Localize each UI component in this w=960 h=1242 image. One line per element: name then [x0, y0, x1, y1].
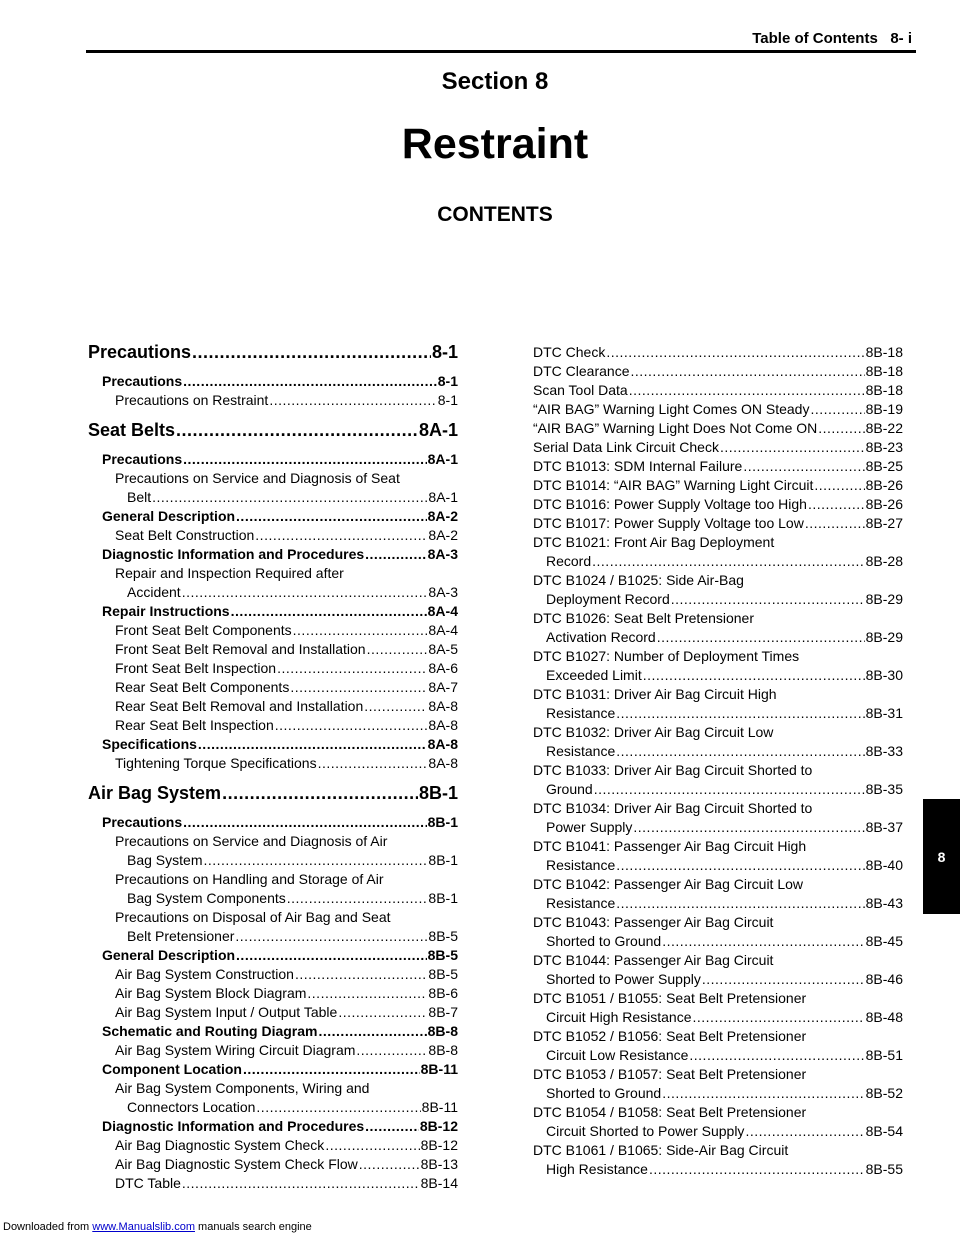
- toc-entry[interactable]: Bag System ..... 8B-1: [88, 851, 458, 870]
- toc-entry[interactable]: Resistance ..... 8B-43: [533, 894, 903, 913]
- toc-entry-line: DTC B1032: Driver Air Bag Circuit Low: [533, 724, 774, 740]
- toc-entry-line: DTC B1051 / B1055: Seat Belt Pretensioner: [533, 990, 807, 1006]
- toc-entry[interactable]: Air Bag System Wiring Circuit Diagram ..... 8B-8: [88, 1041, 458, 1060]
- toc-entry[interactable]: Bag System Components ..... 8B-1: [88, 889, 458, 908]
- toc-entry-line: DTC B1053 / B1057: Seat Belt Pretensioner: [533, 1066, 807, 1082]
- toc-entry[interactable]: Rear Seat Belt Components ..... 8A-7: [88, 678, 458, 697]
- header-rule: [86, 50, 916, 53]
- section-tab: 8: [923, 799, 960, 914]
- toc-entry[interactable]: Front Seat Belt Removal and Installation ..... 8A-5: [88, 640, 458, 659]
- toc-entry[interactable]: Deployment Record ..... 8B-29: [533, 590, 903, 609]
- toc-entry[interactable]: Belt Pretensioner ..... 8B-5: [88, 927, 458, 946]
- toc-entry[interactable]: Rear Seat Belt Inspection ..... 8A-8: [88, 716, 458, 735]
- toc-entry[interactable]: Power Supply ..... 8B-37: [533, 818, 903, 837]
- toc-entry-chapter[interactable]: Precautions ..... 8-1: [88, 340, 458, 364]
- toc-entry-line: DTC B1054 / B1058: Seat Belt Pretensioner: [533, 1104, 807, 1120]
- toc-entry[interactable]: Belt ..... 8A-1: [88, 488, 458, 507]
- toc-entry[interactable]: Resistance ..... 8B-33: [533, 742, 903, 761]
- toc-entry-heading[interactable]: Repair Instructions ..... 8A-4: [88, 602, 458, 621]
- toc-entry[interactable]: Rear Seat Belt Removal and Installation ..... 8A-8: [88, 697, 458, 716]
- toc-entry-heading[interactable]: General Description ..... 8A-2: [88, 507, 458, 526]
- toc-entry[interactable]: DTC B1013: SDM Internal Failure ..... 8B-25: [533, 457, 903, 476]
- toc-entry-line: DTC B1041: Passenger Air Bag Circuit High: [533, 838, 807, 854]
- toc-entry-chapter[interactable]: Seat Belts ..... 8A-1: [88, 418, 458, 442]
- toc-entry-line: Precautions on Disposal of Air Bag and Seat: [115, 909, 391, 925]
- toc-entry[interactable]: Seat Belt Construction ..... 8A-2: [88, 526, 458, 545]
- toc-entry-heading[interactable]: Precautions ..... 8A-1: [88, 450, 458, 469]
- toc-entry[interactable]: Circuit Shorted to Power Supply ..... 8B-54: [533, 1122, 903, 1141]
- toc-entry[interactable]: Exceeded Limit ..... 8B-30: [533, 666, 903, 685]
- toc-entry[interactable]: DTC B1017: Power Supply Voltage too Low ..... 8B-27: [533, 514, 903, 533]
- toc-entry[interactable]: DTC B1014: “AIR BAG” Warning Light Circuit ..... 8B-26: [533, 476, 903, 495]
- toc-right-column: [533, 343, 903, 1179]
- toc-entry[interactable]: Air Bag Diagnostic System Check ..... 8B-12: [88, 1136, 458, 1155]
- running-header: [752, 30, 912, 47]
- toc-entry-line: DTC B1044: Passenger Air Bag Circuit: [533, 952, 774, 968]
- footer-link[interactable]: www.Manualslib.com: [92, 1221, 195, 1233]
- footer-suffix: manuals search engine: [194, 1221, 312, 1233]
- toc-entry[interactable]: Shorted to Power Supply ..... 8B-46: [533, 970, 903, 989]
- toc-entry[interactable]: Front Seat Belt Components ..... 8A-4: [88, 621, 458, 640]
- toc-entry[interactable]: Front Seat Belt Inspection ..... 8A-6: [88, 659, 458, 678]
- toc-entry-line: DTC B1026: Seat Belt Pretensioner: [533, 610, 755, 626]
- toc-entry[interactable]: Air Bag Diagnostic System Check Flow ..... 8B-13: [88, 1155, 458, 1174]
- toc-entry-heading[interactable]: Precautions ..... 8-1: [88, 372, 458, 391]
- toc-entry[interactable]: Accident ..... 8A-3: [88, 583, 458, 602]
- toc-entry-line: DTC B1052 / B1056: Seat Belt Pretensioner: [533, 1028, 807, 1044]
- toc-entry-heading[interactable]: Specifications ..... 8A-8: [88, 735, 458, 754]
- toc-entry[interactable]: Circuit High Resistance ..... 8B-48: [533, 1008, 903, 1027]
- toc-entry[interactable]: DTC B1016: Power Supply Voltage too High ..... 8B-26: [533, 495, 903, 514]
- toc-entry-line: DTC B1061 / B1065: Side-Air Bag Circuit: [533, 1142, 789, 1158]
- toc-entry[interactable]: Resistance ..... 8B-40: [533, 856, 903, 875]
- toc-entry-line: DTC B1021: Front Air Bag Deployment: [533, 534, 775, 550]
- toc-entry-line: Precautions on Service and Diagnosis of Air: [115, 833, 388, 849]
- toc-entry[interactable]: Circuit Low Resistance ..... 8B-51: [533, 1046, 903, 1065]
- toc-entry[interactable]: Shorted to Ground ..... 8B-45: [533, 932, 903, 951]
- toc-entry[interactable]: Tightening Torque Specifications ..... 8A-8: [88, 754, 458, 773]
- section-label: Section 8: [441, 68, 549, 95]
- toc-entry-heading[interactable]: Precautions ..... 8B-1: [88, 813, 458, 832]
- toc-entry-line: DTC B1033: Driver Air Bag Circuit Shorted to: [533, 762, 813, 778]
- toc-entry[interactable]: Air Bag System Construction ..... 8B-5: [88, 965, 458, 984]
- toc-entry-heading[interactable]: Diagnostic Information and Procedures ..... 8A-3: [88, 545, 458, 564]
- toc-entry-line: Precautions on Service and Diagnosis of Seat: [115, 470, 400, 486]
- toc-entry-line: Precautions on Handling and Storage of Air: [115, 871, 384, 887]
- toc-entry-heading[interactable]: General Description ..... 8B-5: [88, 946, 458, 965]
- toc-entry[interactable]: Record ..... 8B-28: [533, 552, 903, 571]
- running-title: Table of Contents: [752, 30, 878, 47]
- toc-entry-heading[interactable]: Diagnostic Information and Procedures ..... 8B-12: [88, 1117, 458, 1136]
- toc-entry[interactable]: DTC Clearance ..... 8B-18: [533, 362, 903, 381]
- toc-entry-line: Air Bag System Components, Wiring and: [115, 1080, 370, 1096]
- toc-entry-line: DTC B1031: Driver Air Bag Circuit High: [533, 686, 777, 702]
- toc-entry-line: DTC B1042: Passenger Air Bag Circuit Low: [533, 876, 804, 892]
- toc-entry[interactable]: Scan Tool Data ..... 8B-18: [533, 381, 903, 400]
- toc-entry[interactable]: Resistance ..... 8B-31: [533, 704, 903, 723]
- toc-entry[interactable]: Air Bag System Input / Output Table ..... 8B-7: [88, 1003, 458, 1022]
- toc-left-column: [88, 340, 458, 1193]
- toc-entry[interactable]: Serial Data Link Circuit Check ..... 8B-23: [533, 438, 903, 457]
- toc-entry[interactable]: Ground ..... 8B-35: [533, 780, 903, 799]
- toc-entry[interactable]: “AIR BAG” Warning Light Comes ON Steady ..... 8B-19: [533, 400, 903, 419]
- toc-entry[interactable]: DTC Table ..... 8B-14: [88, 1174, 458, 1193]
- page-number: 8- i: [890, 30, 912, 47]
- toc-entry[interactable]: High Resistance ..... 8B-55: [533, 1160, 903, 1179]
- toc-entry[interactable]: Activation Record ..... 8B-29: [533, 628, 903, 647]
- toc-entry-line: DTC B1027: Number of Deployment Times: [533, 648, 800, 664]
- toc-entry[interactable]: Connectors Location ..... 8B-11: [88, 1098, 458, 1117]
- toc-entry-line: Repair and Inspection Required after: [115, 565, 344, 581]
- toc-entry[interactable]: Air Bag System Block Diagram ..... 8B-6: [88, 984, 458, 1003]
- toc-entry-line: DTC B1024 / B1025: Side Air-Bag: [533, 572, 744, 588]
- toc-entry-heading[interactable]: Component Location ..... 8B-11: [88, 1060, 458, 1079]
- contents-label: CONTENTS: [437, 203, 553, 226]
- toc-entry-line: DTC B1043: Passenger Air Bag Circuit: [533, 914, 774, 930]
- toc-entry[interactable]: Shorted to Ground ..... 8B-52: [533, 1084, 903, 1103]
- toc-entry-heading[interactable]: Schematic and Routing Diagram ..... 8B-8: [88, 1022, 458, 1041]
- page-title: Restraint: [401, 120, 589, 168]
- footer-prefix: Downloaded from: [3, 1221, 93, 1233]
- toc-entry-line: DTC B1034: Driver Air Bag Circuit Shorted to: [533, 800, 813, 816]
- toc-entry-chapter[interactable]: Air Bag System ..... 8B-1: [88, 781, 458, 805]
- toc-entry[interactable]: DTC Check ..... 8B-18: [533, 343, 903, 362]
- toc-entry[interactable]: “AIR BAG” Warning Light Does Not Come ON ..... 8B-22: [533, 419, 903, 438]
- toc-entry[interactable]: Precautions on Restraint ..... 8-1: [88, 391, 458, 410]
- footer: [3, 1221, 312, 1233]
